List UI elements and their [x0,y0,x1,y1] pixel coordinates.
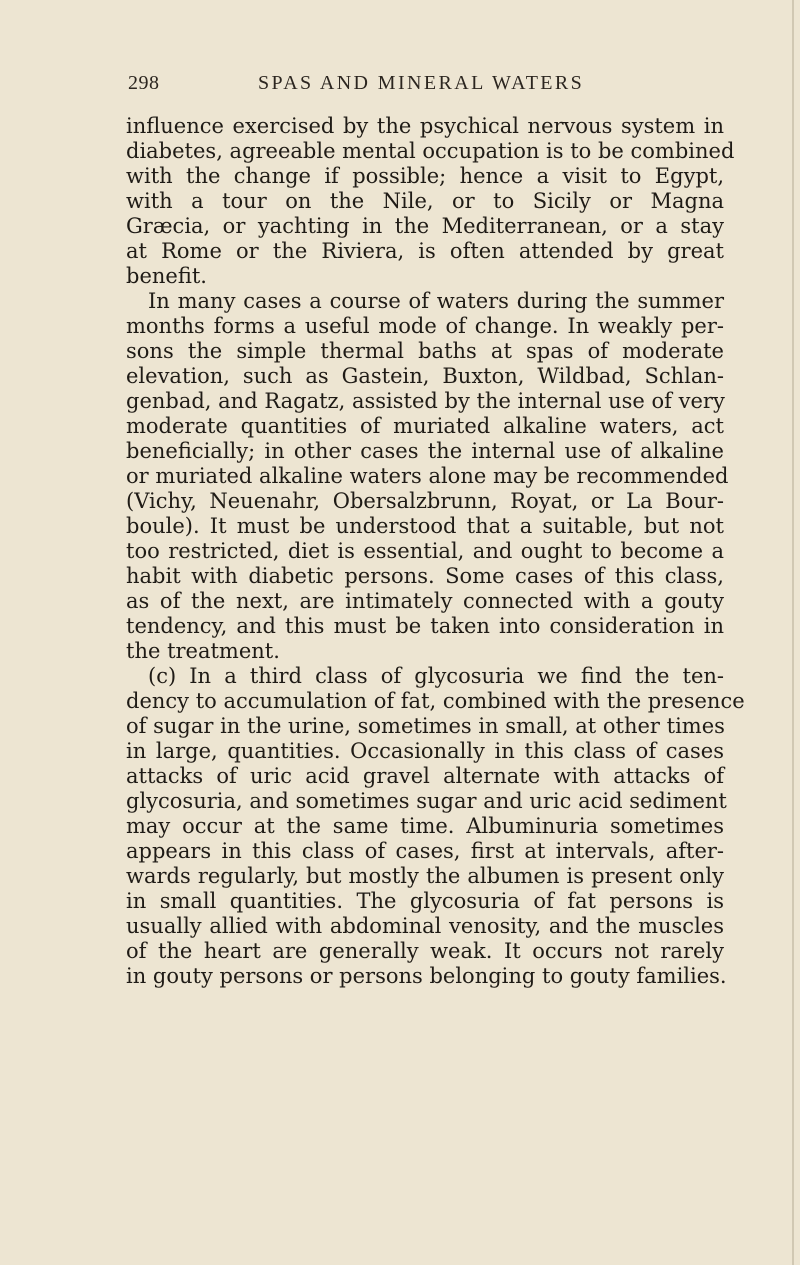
text-line: diabetes, agreeable mental occupation is to be combined [126,139,735,163]
text-line: attacks of uric acid gravel alternate with attacks of [126,764,724,788]
text-line: in large, quantities. Occasionally in this class of cases [126,739,724,763]
text-line: in small quantities. The glycosuria of fat persons is [126,889,724,913]
text-line: (Vichy, Neuenahr, Obersalzbrunn, Royat, or La Bour- [126,489,724,513]
text-line: of the heart are generally weak. It occurs not rarely [126,939,724,963]
text-line: genbad, and Ragatz, assisted by the internal use of very [126,389,725,413]
text-line: with the change if possible; hence a visit to Egypt, [126,164,724,188]
text-line: boule). It must be understood that a suitable, but not [126,514,724,538]
text-line: usually allied with abdominal venosity, and the muscles [126,914,724,938]
text-line: sons the simple thermal baths at spas of moderate [126,339,724,363]
body-text [126,114,745,989]
paragraph-end-line: the treatment. [126,639,280,663]
text-line: habit with diabetic persons. Some cases of this class, [126,564,724,588]
text-line: too restricted, diet is essential, and ought to become a [126,539,724,563]
page-edge-shadow [792,0,794,1265]
text-line: with a tour on the Nile, or to Sicily or Magna [126,189,724,213]
text-line: tendency, and this must be taken into consideration in [126,614,724,638]
page-header [128,72,724,104]
paragraph-start-line: (c) In a third class of glycosuria we find the ten- [148,664,724,688]
text-line: moderate quantities of muriated alkaline waters, act [126,414,724,438]
text-line: at Rome or the Riviera, is often attended by great [126,239,724,263]
page-number: 298 [128,72,160,94]
running-head: SPAS AND MINERAL WATERS [258,72,585,94]
text-line: elevation, such as Gastein, Buxton, Wildbad, Schlan- [126,364,724,388]
text-line: months forms a useful mode of change. In weakly per- [126,314,724,338]
text-line: appears in this class of cases, first at intervals, after- [126,839,724,863]
text-line: or muriated alkaline waters alone may be recommended [126,464,729,488]
text-line: may occur at the same time. Albuminuria sometimes [126,814,724,838]
text-line: as of the next, are intimately connected with a gouty [126,589,724,613]
text-line: Græcia, or yachting in the Mediterranean, or a stay [126,214,724,238]
text-line: glycosuria, and sometimes sugar and uric acid sediment [126,789,727,813]
text-line: dency to accumulation of fat, combined with the presence [126,689,745,713]
text-line: influence exercised by the psychical nervous system in [126,114,724,138]
text-line: beneficially; in other cases the internal use of alkaline [126,439,724,463]
paragraph-end-line: in gouty persons or persons belonging to gouty families. [126,964,727,988]
paragraph-end-line: benefit. [126,264,207,288]
text-line: wards regularly, but mostly the albumen is present only [126,864,724,888]
text-line: of sugar in the urine, sometimes in small, at other times [126,714,725,738]
paragraph-start-line: In many cases a course of waters during the summer [148,289,724,313]
